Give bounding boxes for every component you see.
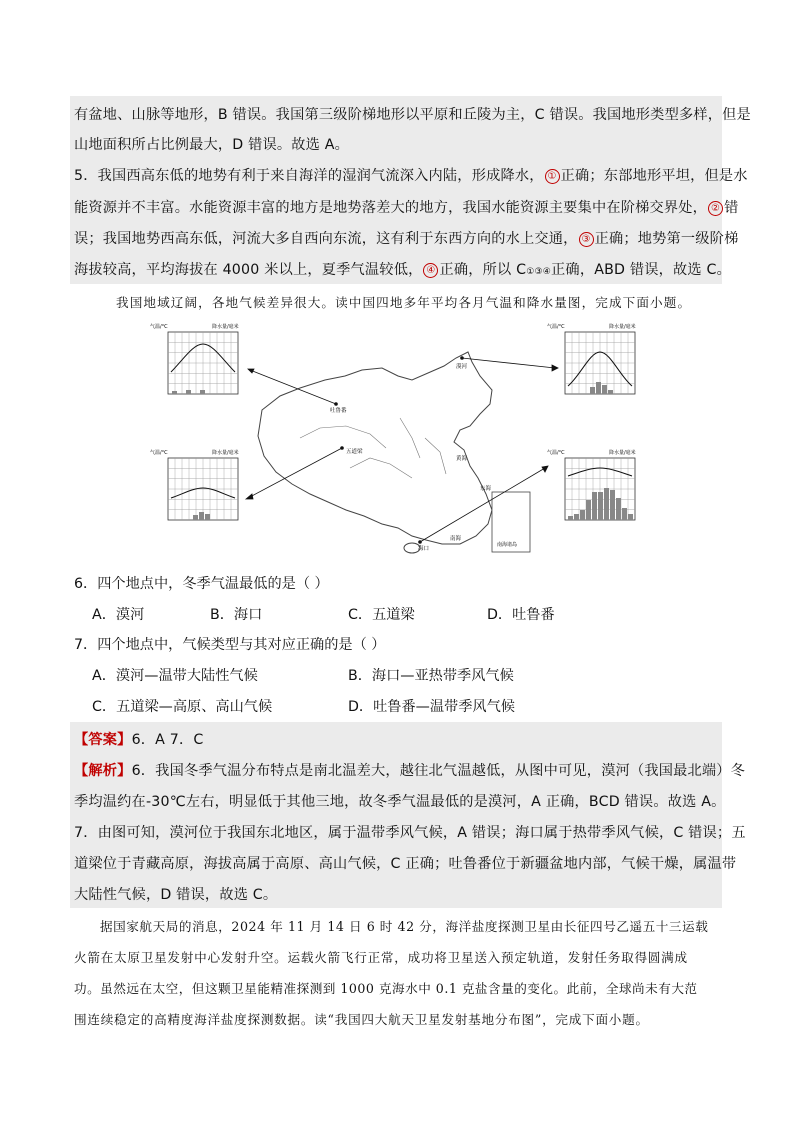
text-segment: 正确，ABD 错误，故选 C。: [551, 262, 732, 278]
question-6-stem: 6．四个地点中，冬季气温最低的是（ ）: [74, 576, 329, 592]
q7-option-d[interactable]: D．吐鲁番—温带季风气候: [348, 699, 515, 715]
q6-option-c[interactable]: C．五道梁: [348, 607, 415, 623]
climate-map-figure: [150, 318, 645, 558]
question-intro-2: 功。虽然远在太空，但这颗卫星能精准探测到 1000 克海水中 0.1 克盐含量的变化。此前，全球尚未有大范: [74, 981, 698, 996]
precip-axis-label: 降水量/毫米: [609, 450, 636, 456]
q7-option-a[interactable]: A．漠河—温带大陆性气候: [92, 668, 258, 684]
place-label-turpan: 吐鲁番: [330, 408, 347, 414]
inset-label: 南海诸岛: [497, 542, 518, 548]
question-intro-2: 围连续稳定的高精度海洋盐度探测数据。读“我国四大航天卫星发射基地分布图”，完成下面小题。: [74, 1012, 649, 1027]
place-label-mohe: 漠河: [456, 364, 468, 370]
temp-axis-label: 气温/°C: [547, 450, 565, 456]
temp-axis-label: 气温/°C: [150, 324, 168, 330]
answer-tag: 【答案】: [74, 732, 132, 748]
precip-axis-label: 降水量/毫米: [609, 324, 636, 330]
analysis-line: 道梁位于青藏高原，海拔高属于高原、高山气候，C 正确；吐鲁番位于新疆盆地内部，气候干燥，属温带: [74, 856, 737, 872]
climate-chart-mohe: [547, 323, 636, 394]
q6-option-d[interactable]: D．吐鲁番: [487, 607, 555, 623]
text-segment: 海拔较高，平均海拔在 4000 米以上，夏季气温较低，: [74, 262, 423, 278]
text-segment: 误；我国地势西高东低，河流大多自西向东流，这有利于东西方向的水上交通，: [74, 231, 578, 247]
q7-option-b[interactable]: B．海口—亚热带季风气候: [348, 668, 514, 684]
text-segment: 错: [724, 200, 739, 216]
q7-option-c[interactable]: C．五道梁—高原、高山气候: [92, 699, 273, 715]
text-line: [74, 197, 738, 217]
text-line: 山地面积所占比例最大，D 错误。故选 A。: [74, 137, 350, 153]
circled-number: ④: [423, 263, 438, 278]
text-segment: 正确；地势第一级阶梯: [594, 231, 739, 247]
analysis-tag: 【解析】: [74, 763, 132, 779]
answer-block-1: [70, 96, 722, 284]
temp-axis-label: 气温/°C: [150, 450, 168, 456]
question-7-stem: 7．四个地点中，气候类型与其对应正确的是（ ）: [74, 637, 386, 653]
analysis-line: [74, 760, 745, 780]
answer-text: 6．A 7．C: [131, 732, 204, 748]
text-line: 有盆地、山脉等地形，B 错误。我国第三级阶梯地形以平原和丘陵为主，C 错误。我国地形类型多样，但是: [74, 107, 751, 123]
text-line: [74, 259, 731, 279]
climate-chart-wudaoliang: [150, 449, 239, 520]
analysis-text: 6．我国冬季气温分布特点是南北温差大，越往北气温越低，从图中可见，漠河（我国最北端）冬: [131, 763, 746, 779]
sea-label-huanghai: 黄海: [456, 456, 468, 462]
sea-label-nanhai: 南海: [450, 536, 462, 542]
circled-number: ①: [545, 169, 560, 184]
subscript: ①③④: [526, 267, 552, 277]
question-intro-2: 据国家航天局的消息，2024 年 11 月 14 日 6 时 42 分，海洋盐度探测卫星由长征四号乙遥五十三运载: [100, 919, 709, 934]
analysis-line: 7．由图可知，漠河位于我国东北地区，属于温带季风气候，A 错误；海口属于热带季风气候，C 错误；五: [74, 825, 746, 841]
precip-axis-label: 降水量/毫米: [212, 324, 239, 330]
answer-line: [74, 729, 204, 749]
analysis-line: 季均温约在-30℃左右，明显低于其他三地，故冬季气温最低的是漠河，A 正确，BCD 错误。故选 A。: [74, 794, 726, 810]
analysis-line: 大陆性气候，D 错误，故选 C。: [74, 887, 278, 903]
text-line: [74, 165, 748, 185]
text-line: [74, 228, 738, 248]
text-segment: 能资源并不丰富。水能资源丰富的地方是地势落差大的地方，我国水能资源主要集中在阶梯交界处，: [74, 200, 708, 216]
answer-block-2: [70, 722, 722, 908]
circled-number: ②: [708, 201, 723, 216]
text-segment: 5．我国西高东低的地势有利于来自海洋的湿润气流深入内陆，形成降水，: [74, 168, 544, 184]
q6-option-b[interactable]: B．海口: [210, 607, 263, 623]
climate-chart-turpan: [150, 323, 239, 394]
climate-chart-haikou: [547, 449, 636, 520]
text-segment: 正确；东部地形平坦，但是水: [560, 168, 748, 184]
text-segment: 正确，所以 C: [439, 262, 527, 278]
sea-label-donghai: 东海: [480, 486, 492, 492]
q6-option-a[interactable]: A．漠河: [92, 607, 145, 623]
china-map: [258, 352, 492, 553]
precip-axis-label: 降水量/毫米: [212, 450, 239, 456]
place-label-haikou: 海口: [418, 546, 430, 552]
question-intro-2: 火箭在太原卫星发射中心发射升空。运载火箭飞行正常，成功将卫星送入预定轨道，发射任务取得圆满成: [74, 950, 688, 965]
question-intro: 我国地域辽阔，各地气候差异很大。读中国四地多年平均各月气温和降水量图，完成下面小题。: [116, 295, 692, 310]
place-label-wudaoliang: 五道梁: [346, 449, 363, 455]
temp-axis-label: 气温/°C: [547, 324, 565, 330]
circled-number: ③: [579, 232, 594, 247]
